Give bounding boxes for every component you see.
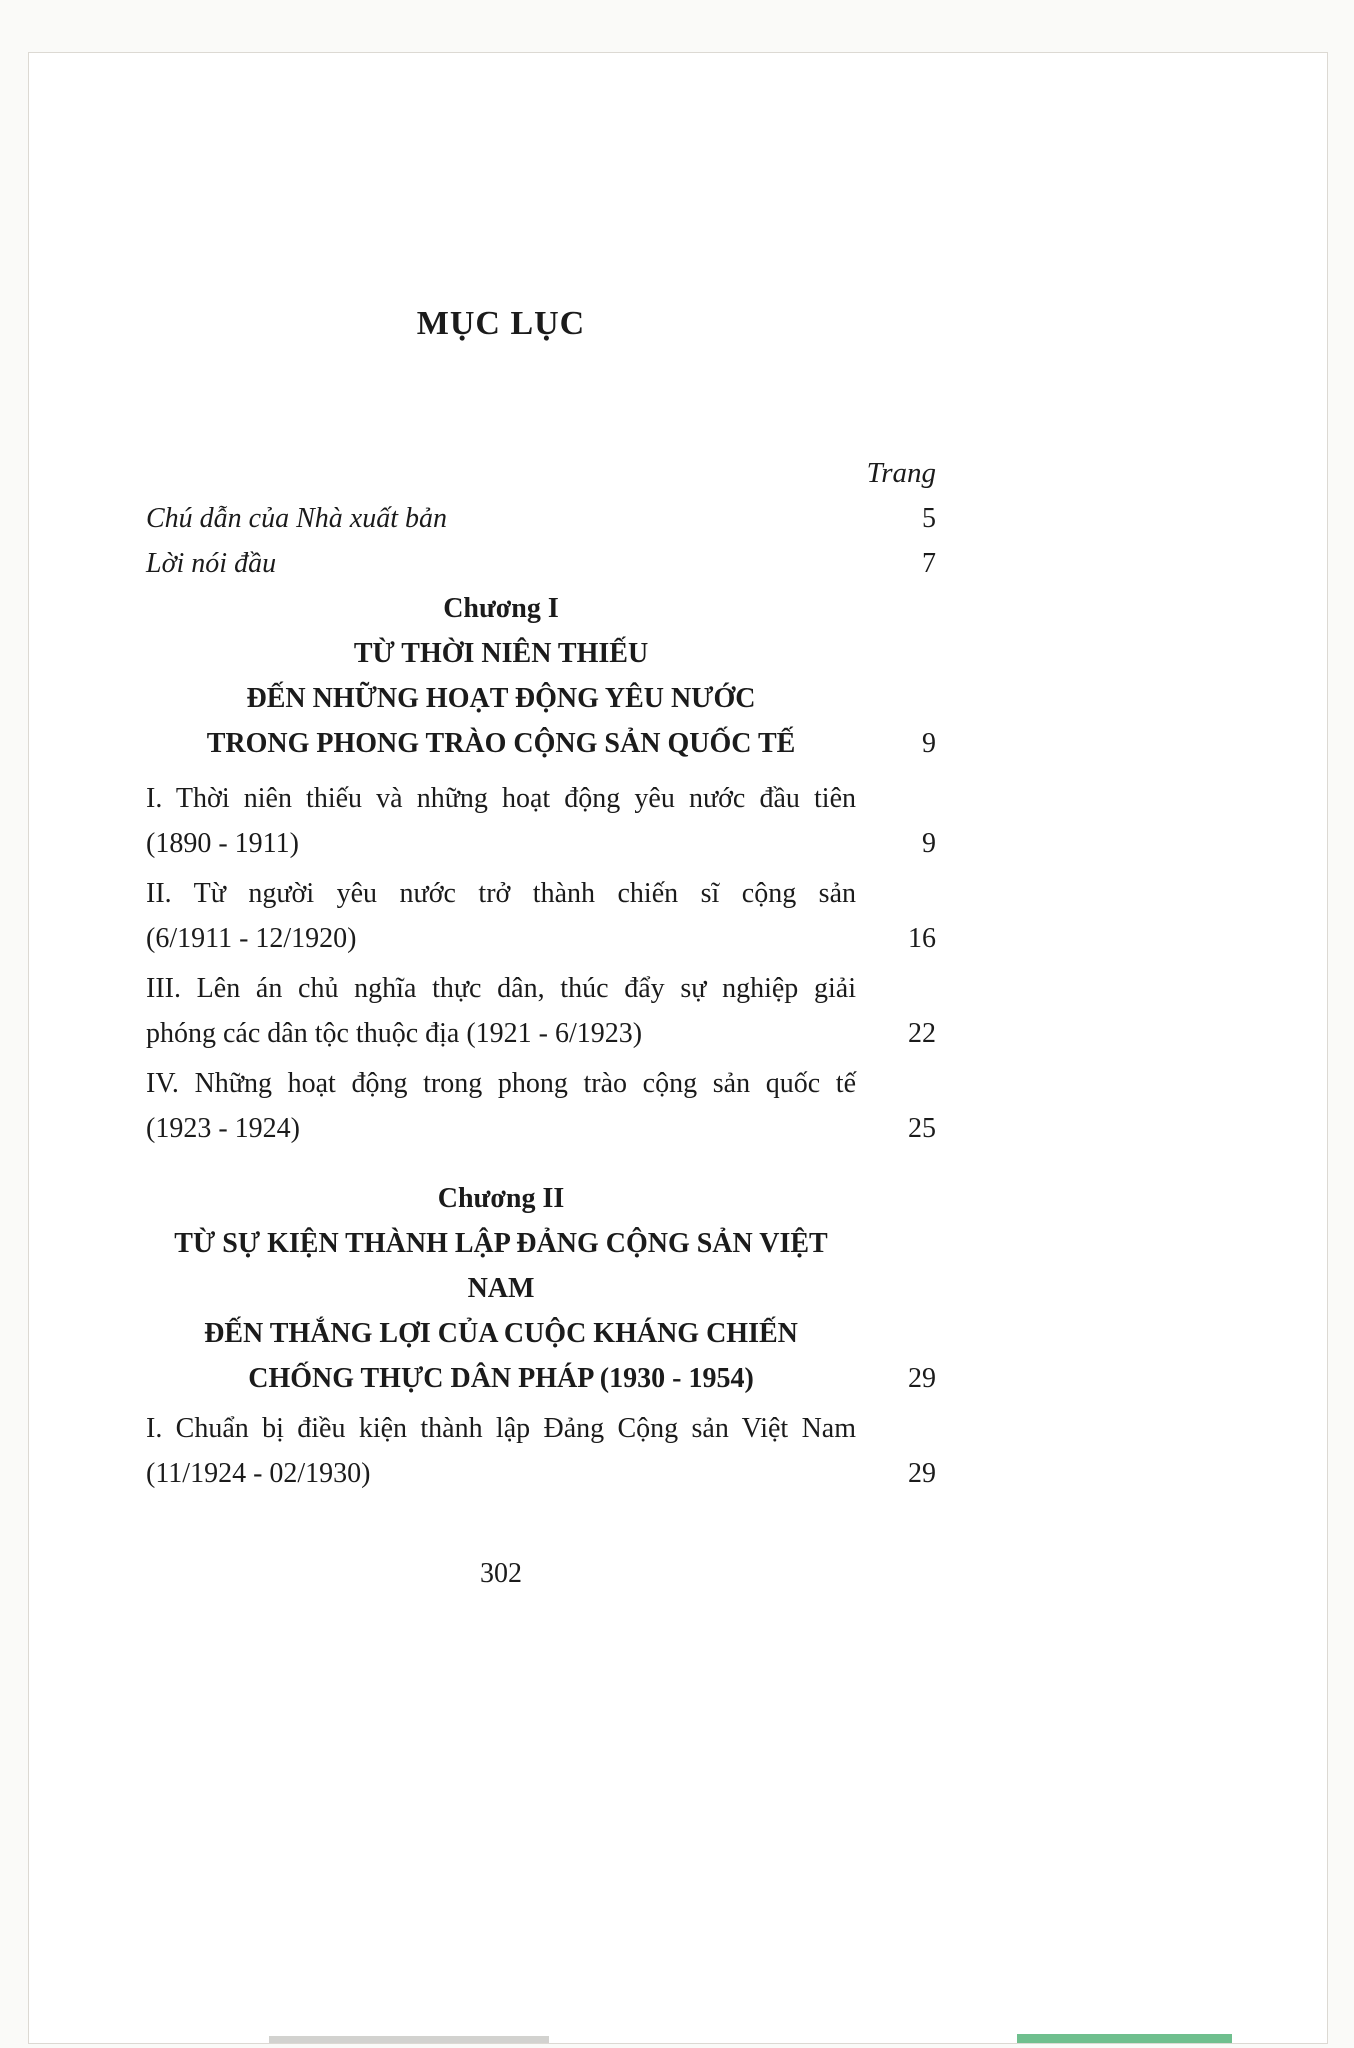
section-last-row	[146, 1106, 936, 1151]
section-first-line: II. Từ người yêu nước trở thành chiến sĩ cộng sản	[146, 878, 856, 909]
toc-section-entry	[146, 1061, 936, 1151]
section-second-line: (1890 - 1911)	[146, 828, 299, 859]
toc-section-entry	[146, 1406, 936, 1496]
section-page-number: 29	[908, 1458, 936, 1489]
toc-section-entry	[146, 871, 936, 961]
section-page-number: 25	[908, 1113, 936, 1144]
chapter-title-line: TRONG PHONG TRÀO CỘNG SẢN QUỐC TẾ	[206, 728, 796, 759]
chapter-title-row	[146, 1356, 936, 1401]
section-first-line: I. Thời niên thiếu và những hoạt động yêu nước đầu tiên	[146, 783, 856, 814]
toc-content	[146, 53, 936, 1596]
scan-artifact-gray	[269, 2036, 549, 2043]
chapter-page-number: 9	[922, 728, 936, 759]
section-second-line: (1923 - 1924)	[146, 1113, 300, 1144]
section-page-number: 22	[908, 1018, 936, 1049]
toc-entry	[146, 541, 936, 586]
toc-title: MỤC LỤC	[416, 305, 586, 342]
section-page-number: 9	[922, 828, 936, 859]
section-last-row	[146, 1011, 936, 1056]
chapter-title-row	[146, 721, 936, 766]
chapter-heading: Chương II	[437, 1183, 565, 1214]
chapter-title-line: TỪ SỰ KIỆN THÀNH LẬP ĐẢNG CỘNG SẢN VIỆT NAM	[174, 1228, 828, 1304]
chapter-heading: Chương I	[443, 593, 559, 624]
section-first-line: IV. Những hoạt động trong phong trào cộng sản quốc tế	[146, 1068, 856, 1099]
toc-entry-label: Lời nói đầu	[146, 548, 277, 579]
section-second-line: (6/1911 - 12/1920)	[146, 923, 357, 954]
chapter-title-line: TỪ THỜI NIÊN THIẾU	[353, 638, 649, 669]
footer-page-number: 302	[480, 1558, 522, 1589]
chapter-title-line: ĐẾN NHỮNG HOẠT ĐỘNG YÊU NƯỚC	[246, 683, 756, 714]
section-second-line: (11/1924 - 02/1930)	[146, 1458, 371, 1489]
section-last-row	[146, 1451, 936, 1496]
chapter-page-number: 29	[908, 1363, 936, 1394]
section-second-line: phóng các dân tộc thuộc địa (1921 - 6/1923)	[146, 1018, 643, 1049]
chapter-title-line: ĐẾN THẮNG LỢI CỦA CUỘC KHÁNG CHIẾN	[204, 1318, 798, 1349]
scan-artifact-green	[1017, 2034, 1232, 2043]
book-page	[28, 52, 1328, 2044]
chapter-title-line: CHỐNG THỰC DÂN PHÁP (1930 - 1954)	[248, 1363, 754, 1394]
section-last-row	[146, 916, 936, 961]
toc-entry	[146, 496, 936, 541]
section-page-number: 16	[908, 923, 936, 954]
page-column-header: Trang	[866, 457, 936, 489]
section-last-row	[146, 821, 936, 866]
section-first-line: III. Lên án chủ nghĩa thực dân, thúc đẩy sự nghiệp giải	[146, 973, 856, 1004]
toc-section-entry	[146, 966, 936, 1056]
section-first-line: I. Chuẩn bị điều kiện thành lập Đảng Cộng sản Việt Nam	[146, 1413, 856, 1444]
toc-section-entry	[146, 776, 936, 866]
toc-entry-page: 7	[922, 548, 936, 579]
toc-entry-page: 5	[922, 503, 936, 534]
toc-entry-label: Chú dẫn của Nhà xuất bản	[146, 503, 447, 534]
